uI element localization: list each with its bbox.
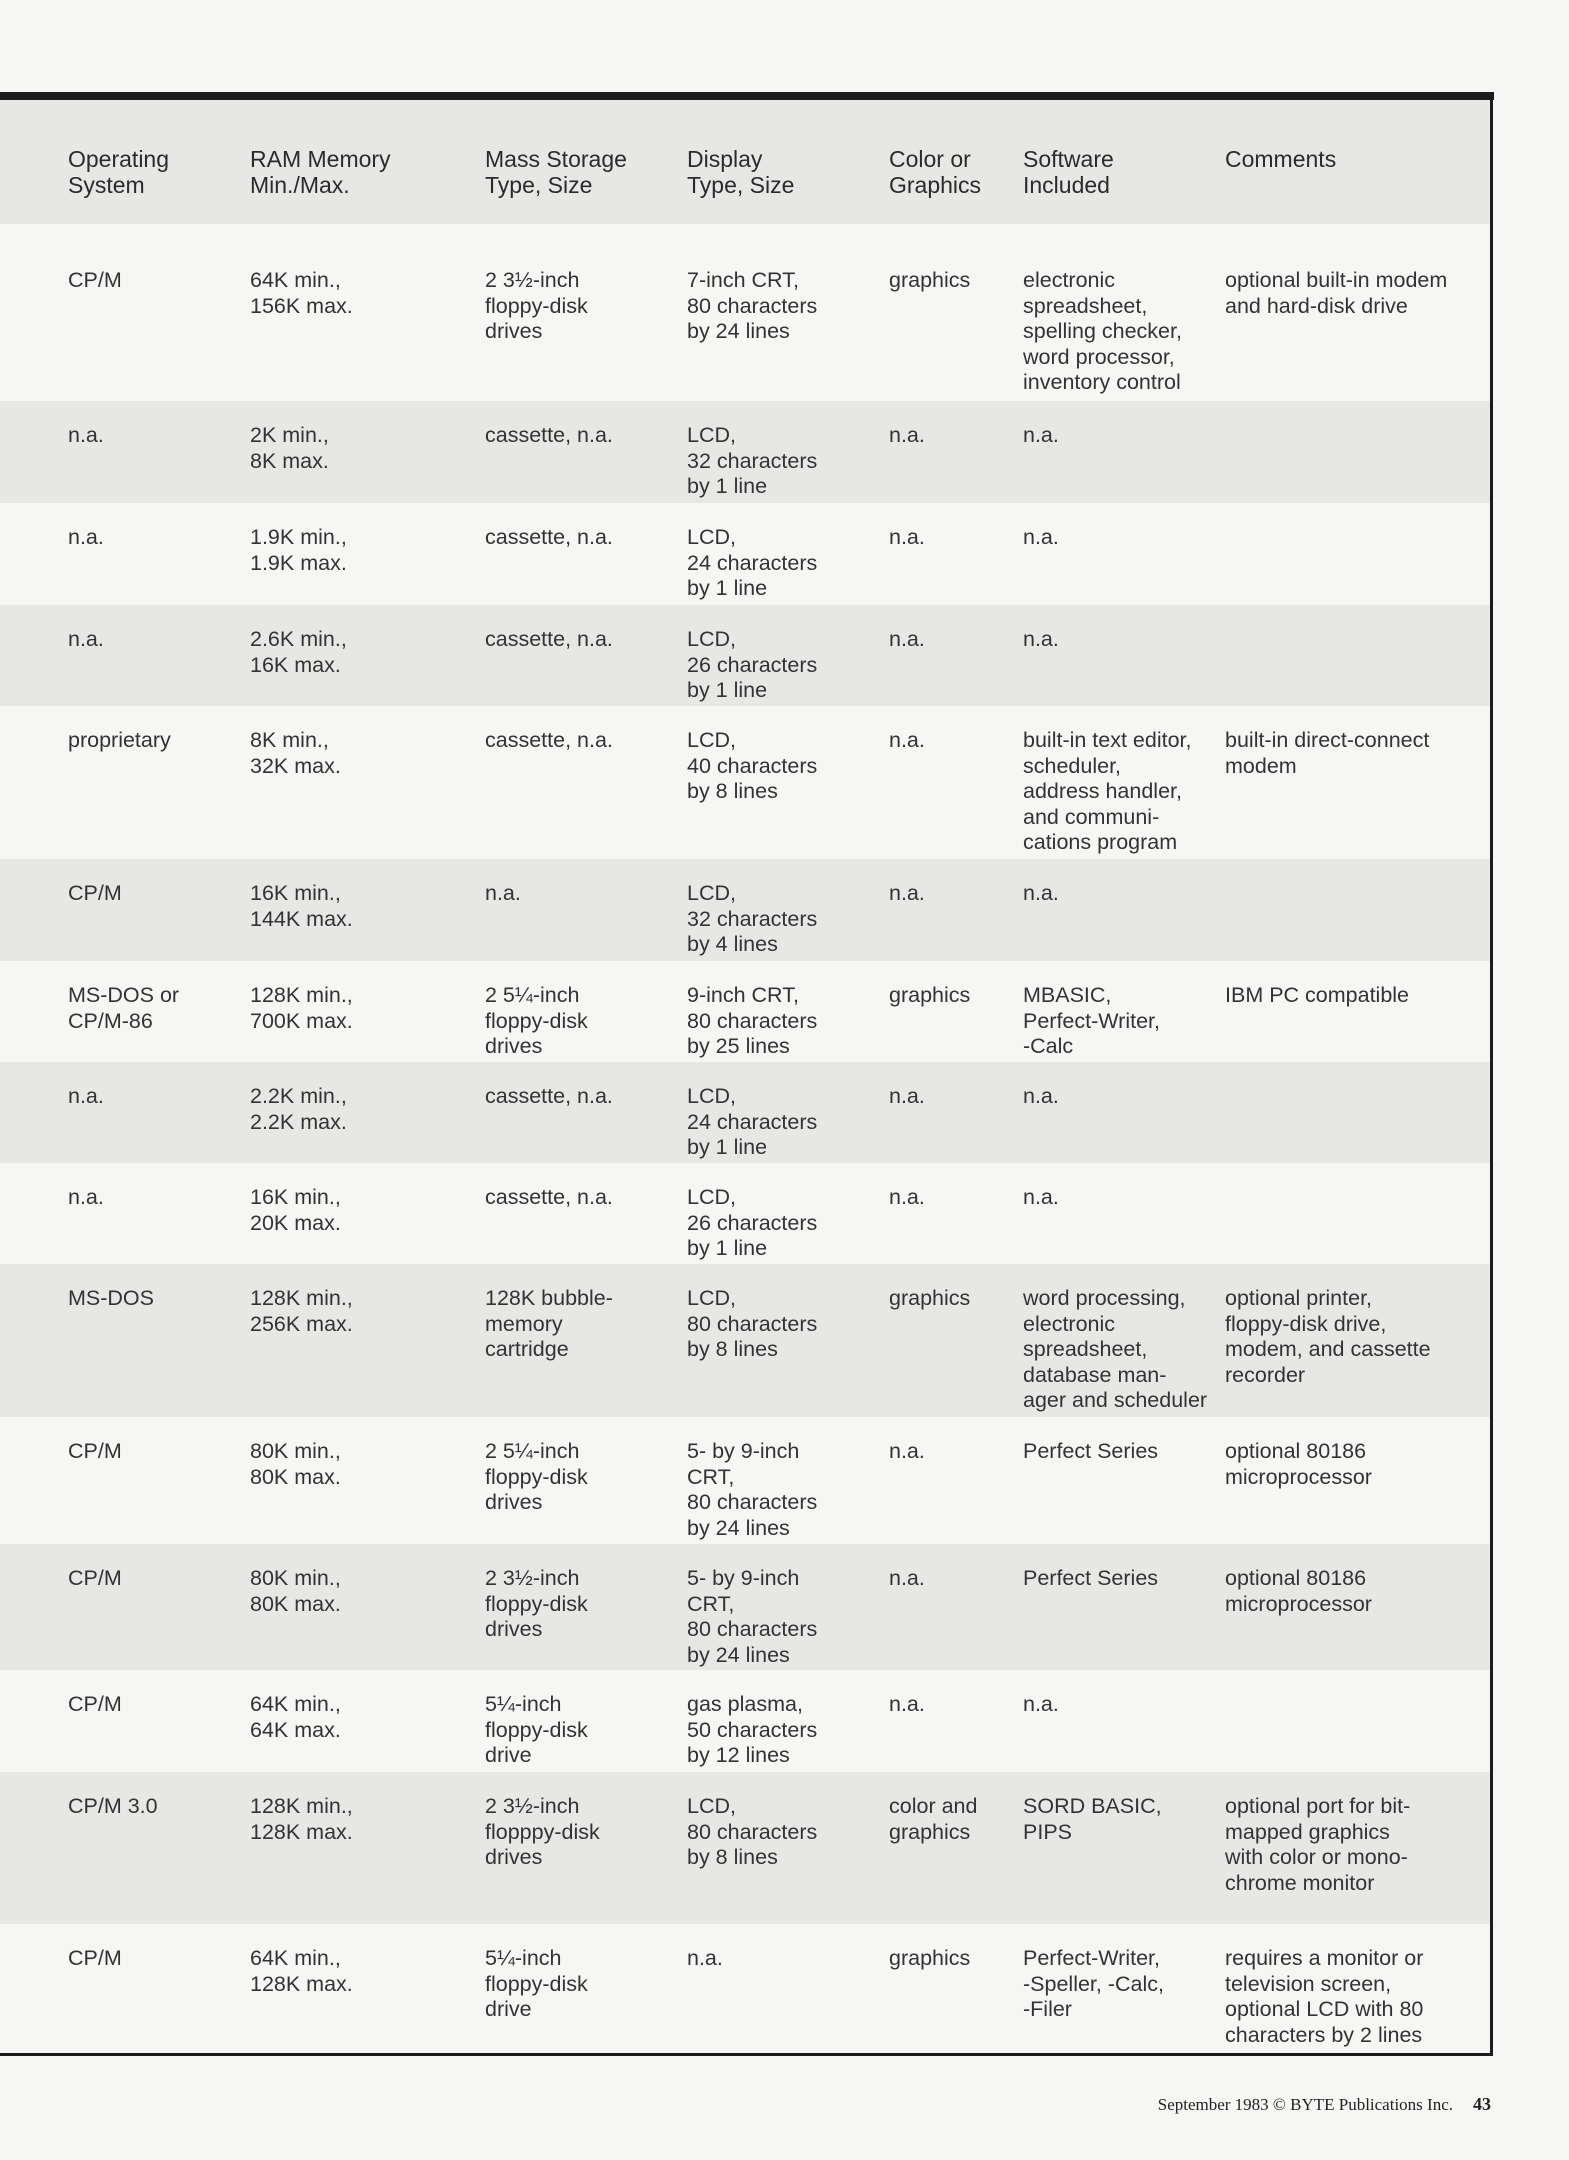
table-row [0, 224, 1490, 401]
cell-operating-system: MS-DOS or CP/M-86 [68, 983, 180, 1033]
cell-color-graphics: graphics [889, 1946, 971, 1970]
table-row [0, 961, 1490, 1062]
cell-software: word processing, electronic spreadsheet, database man- ager and scheduler [1023, 1286, 1208, 1412]
table-row [0, 706, 1490, 859]
cell-software: built-in text editor, scheduler, address handler, and communi- cations program [1023, 728, 1192, 854]
table-row [0, 503, 1490, 605]
cell-display: LCD, 24 characters by 1 line [687, 1084, 818, 1159]
cell-ram-memory: 16K min., 144K max. [250, 881, 353, 931]
cell-mass-storage: 128K bubble- memory cartridge [485, 1286, 613, 1361]
cell-ram-memory: 16K min., 20K max. [250, 1185, 341, 1235]
cell-ram-memory: 128K min., 700K max. [250, 983, 353, 1033]
table-row [0, 1924, 1490, 2106]
cell-operating-system: MS-DOS [68, 1286, 154, 1310]
table-row [0, 1670, 1490, 1772]
cell-operating-system: CP/M [68, 881, 122, 905]
cell-comments: optional port for bit- mapped graphics with color or mono- chrome monitor [1225, 1794, 1411, 1895]
cell-display: n.a. [687, 1946, 723, 1970]
cell-mass-storage: cassette, n.a. [485, 423, 613, 447]
cell-ram-memory: 128K min., 128K max. [250, 1794, 353, 1844]
table-row [0, 1062, 1490, 1163]
cell-software: n.a. [1023, 1185, 1059, 1209]
cell-display: LCD, 32 characters by 1 line [687, 423, 818, 498]
cell-mass-storage: 2 3½-inch floppy-disk drives [485, 268, 588, 343]
cell-software: n.a. [1023, 881, 1059, 905]
cell-operating-system: CP/M [68, 1566, 122, 1590]
cell-software: SORD BASIC, PIPS [1023, 1794, 1162, 1844]
cell-color-graphics: graphics [889, 1286, 971, 1310]
cell-operating-system: n.a. [68, 1084, 104, 1108]
cell-operating-system: CP/M [68, 268, 122, 292]
cell-software: Perfect Series [1023, 1439, 1159, 1463]
cell-mass-storage: 5¼-inch floppy-disk drive [485, 1692, 588, 1767]
cell-ram-memory: 2.2K min., 2.2K max. [250, 1084, 347, 1134]
spec-table [0, 100, 1490, 2106]
cell-operating-system: n.a. [68, 525, 104, 549]
cell-color-graphics: n.a. [889, 525, 925, 549]
cell-mass-storage: 2 3½-inch floppy-disk drives [485, 1566, 588, 1641]
header-display: Display Type, Size [687, 146, 795, 198]
table-header [0, 100, 1490, 224]
cell-ram-memory: 1.9K min., 1.9K max. [250, 525, 347, 575]
cell-software: Perfect Series [1023, 1566, 1159, 1590]
cell-color-graphics: n.a. [889, 1084, 925, 1108]
cell-comments: built-in direct-connect modem [1225, 728, 1430, 778]
cell-mass-storage: 2 5¼-inch floppy-disk drives [485, 983, 588, 1058]
table-row [0, 1264, 1490, 1417]
cell-operating-system: n.a. [68, 1185, 104, 1209]
cell-display: 7-inch CRT, 80 characters by 24 lines [687, 268, 818, 343]
cell-display: 5- by 9-inch CRT, 80 characters by 24 lines [687, 1566, 818, 1667]
cell-software: MBASIC, Perfect-Writer, -Calc [1023, 983, 1160, 1058]
footer-credit: September 1983 © BYTE Publications Inc. [1157, 2095, 1453, 2114]
table-body [0, 224, 1490, 2106]
cell-display: 5- by 9-inch CRT, 80 characters by 24 lines [687, 1439, 818, 1540]
cell-ram-memory: 80K min., 80K max. [250, 1566, 341, 1616]
cell-operating-system: proprietary [68, 728, 171, 752]
cell-software: Perfect-Writer, -Speller, -Calc, -Filer [1023, 1946, 1164, 2021]
header-ram-memory: RAM Memory Min./Max. [250, 146, 391, 198]
cell-display: LCD, 26 characters by 1 line [687, 1185, 818, 1260]
cell-mass-storage: cassette, n.a. [485, 1084, 613, 1108]
top-rule [0, 92, 1494, 100]
cell-color-graphics: graphics [889, 983, 971, 1007]
header-software: Software Included [1023, 146, 1114, 198]
cell-display: LCD, 80 characters by 8 lines [687, 1794, 818, 1869]
table-row [0, 1163, 1490, 1264]
cell-mass-storage: cassette, n.a. [485, 627, 613, 651]
cell-color-graphics: n.a. [889, 728, 925, 752]
cell-ram-memory: 2K min., 8K max. [250, 423, 329, 473]
header-color-graphics: Color or Graphics [889, 146, 982, 198]
cell-ram-memory: 64K min., 128K max. [250, 1946, 353, 1996]
cell-operating-system: n.a. [68, 627, 104, 651]
header-operating-system: Operating System [68, 146, 170, 198]
cell-software: n.a. [1023, 627, 1059, 651]
cell-operating-system: CP/M [68, 1439, 122, 1463]
cell-display: LCD, 32 characters by 4 lines [687, 881, 818, 956]
right-rule [1490, 92, 1493, 2055]
cell-color-graphics: n.a. [889, 881, 925, 905]
cell-software: n.a. [1023, 1692, 1059, 1716]
cell-mass-storage: 5¼-inch floppy-disk drive [485, 1946, 588, 2021]
cell-comments: IBM PC compatible [1225, 983, 1410, 1007]
cell-display: LCD, 40 characters by 8 lines [687, 728, 818, 803]
cell-display: 9-inch CRT, 80 characters by 25 lines [687, 983, 818, 1058]
page-number: 43 [1473, 2094, 1491, 2114]
cell-display: LCD, 80 characters by 8 lines [687, 1286, 818, 1361]
table-row [0, 1417, 1490, 1544]
cell-comments: optional built-in modem and hard-disk drive [1225, 268, 1448, 318]
cell-color-graphics: graphics [889, 268, 971, 292]
cell-operating-system: CP/M [68, 1946, 122, 1970]
header-comments: Comments [1225, 146, 1337, 172]
cell-mass-storage: cassette, n.a. [485, 525, 613, 549]
table-row [0, 1772, 1490, 1924]
cell-color-graphics: color and graphics [889, 1794, 978, 1844]
cell-operating-system: CP/M 3.0 [68, 1794, 158, 1818]
cell-color-graphics: n.a. [889, 1185, 925, 1209]
header-mass-storage: Mass Storage Type, Size [485, 146, 627, 198]
cell-display: LCD, 26 characters by 1 line [687, 627, 818, 702]
cell-color-graphics: n.a. [889, 1566, 925, 1590]
cell-ram-memory: 128K min., 256K max. [250, 1286, 353, 1336]
table-row [0, 401, 1490, 503]
cell-mass-storage: n.a. [485, 881, 521, 905]
cell-ram-memory: 64K min., 64K max. [250, 1692, 341, 1742]
cell-comments: optional printer, floppy-disk drive, modem, and cassette recorder [1225, 1286, 1431, 1387]
cell-display: gas plasma, 50 characters by 12 lines [687, 1692, 818, 1767]
cell-comments: requires a monitor or television screen, optional LCD with 80 characters by 2 lines [1225, 1946, 1424, 2047]
cell-software: n.a. [1023, 525, 1059, 549]
cell-color-graphics: n.a. [889, 1692, 925, 1716]
cell-software: n.a. [1023, 1084, 1059, 1108]
table-row [0, 859, 1490, 961]
cell-ram-memory: 64K min., 156K max. [250, 268, 353, 318]
cell-color-graphics: n.a. [889, 1439, 925, 1463]
cell-ram-memory: 80K min., 80K max. [250, 1439, 341, 1489]
cell-mass-storage: 2 3½-inch flopppy-disk drives [485, 1794, 600, 1869]
table-row [0, 605, 1490, 706]
cell-comments: optional 80186 microprocessor [1225, 1566, 1372, 1616]
cell-operating-system: CP/M [68, 1692, 122, 1716]
page-footer [1158, 2094, 1491, 2115]
cell-software: electronic spreadsheet, spelling checker, word processor, inventory control [1023, 268, 1182, 394]
cell-color-graphics: n.a. [889, 627, 925, 651]
table-row [0, 1544, 1490, 1670]
cell-comments: optional 80186 microprocessor [1225, 1439, 1372, 1489]
cell-mass-storage: 2 5¼-inch floppy-disk drives [485, 1439, 588, 1514]
cell-ram-memory: 2.6K min., 16K max. [250, 627, 347, 677]
cell-mass-storage: cassette, n.a. [485, 1185, 613, 1209]
cell-mass-storage: cassette, n.a. [485, 728, 613, 752]
cell-software: n.a. [1023, 423, 1059, 447]
cell-color-graphics: n.a. [889, 423, 925, 447]
cell-ram-memory: 8K min., 32K max. [250, 728, 341, 778]
cell-operating-system: n.a. [68, 423, 104, 447]
cell-display: LCD, 24 characters by 1 line [687, 525, 818, 600]
